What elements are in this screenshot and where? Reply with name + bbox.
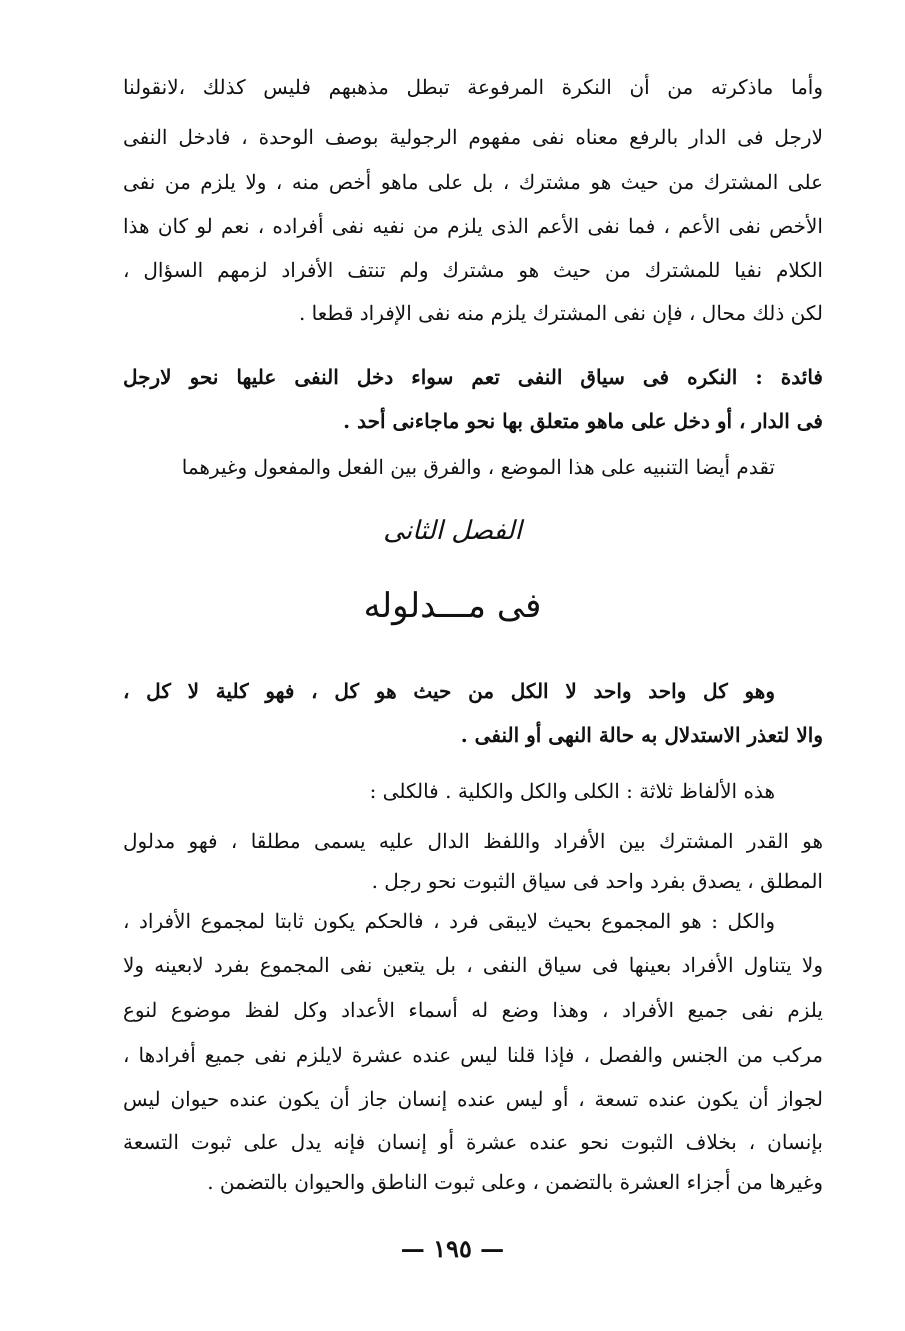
text-line: الأخص نفى الأعم ، فما نفى الأعم الذى يلزم من نفيه نفى أفراده ، نعم لو كان هذا [123, 214, 823, 238]
chapter-title: فى مـــدلوله [363, 586, 542, 626]
text-line: هو القدر المشترك بين الأفراد واللفظ الدال عليه يسمى مطلقا ، فهو مدلول [123, 829, 823, 853]
text-line: تقدم أيضا التنبيه على هذا الموضع ، والفرق بين الفعل والمفعول وغيرهما [181, 455, 775, 479]
text-line: هذه الألفاظ ثلاثة : الكلى والكل والكلية . فالكلى : [369, 779, 775, 803]
text-line-bold: وهو كل واحد واحد لا الكل من حيث هو كل ، فهو كلية لا كل ، [123, 679, 775, 703]
text-line: وأما ماذكرته من أن النكرة المرفوعة تبطل مذهبهم فليس كذلك ،لانقولنا [123, 75, 823, 99]
page-number: — ١٩٥ — [400, 1234, 505, 1263]
text-line: ولا يتناول الأفراد بعينها فى سياق النفى ، بل يتعين نفى المجموع بفرد لابعينه ولا [123, 953, 823, 977]
text-line: لجواز أن يكون عنده تسعة ، أو ليس عنده إنسان جاز أن يكون عنده حيوان ليس [123, 1087, 823, 1111]
text-line: على المشترك من حيث هو مشترك ، بل على ماهو أخص منه ، ولا يلزم من نفى [123, 170, 823, 194]
text-line: المطلق ، يصدق بفرد واحد فى سياق الثبوت نحو رجل . [371, 869, 823, 893]
text-line: لكن ذلك محال ، فإن نفى المشترك يلزم منه نفى الإفراد قطعا . [298, 301, 823, 325]
text-line: وغيرها من أجزاء العشرة بالتضمن ، وعلى ثبوت الناطق والحيوان بالتضمن . [207, 1170, 823, 1194]
text-line: لارجل فى الدار بالرفع معناه نفى مفهوم الرجولية بوصف الوحدة ، فادخل النفى [123, 125, 823, 149]
text-line: الكلام نفيا للمشترك من حيث هو مشترك ولم تنتف الأفراد لزمهم السؤال ، [123, 258, 823, 282]
text-line: بإنسان ، بخلاف الثبوت نحو عنده عشرة أو إنسان فإنه يدل على ثبوت التسعة [123, 1130, 823, 1154]
text-line-bold: فائدة : النكره فى سياق النفى تعم سواء دخل النفى عليها نحو لارجل [123, 365, 823, 389]
text-line-bold: والا لتعذر الاستدلال به حالة النهى أو النفى . [460, 723, 823, 747]
text-line: والكل : هو المجموع بحيث لايبقى فرد ، فالحكم يكون ثابتا لمجموع الأفراد ، [123, 909, 775, 933]
chapter-heading: الفصل الثانى [383, 516, 522, 546]
text-line-bold: فى الدار ، أو دخل على ماهو متعلق بها نحو ماجاءنى أحد . [343, 409, 823, 433]
text-line: يلزم نفى جميع الأفراد ، وهذا وضع له أسماء الأعداد وكل لفظ موضوع لنوع [123, 998, 823, 1022]
text-line: مركب من الجنس والفصل ، فإذا قلنا ليس عنده عشرة لايلزم نفى جميع أفرادها ، [123, 1043, 823, 1067]
